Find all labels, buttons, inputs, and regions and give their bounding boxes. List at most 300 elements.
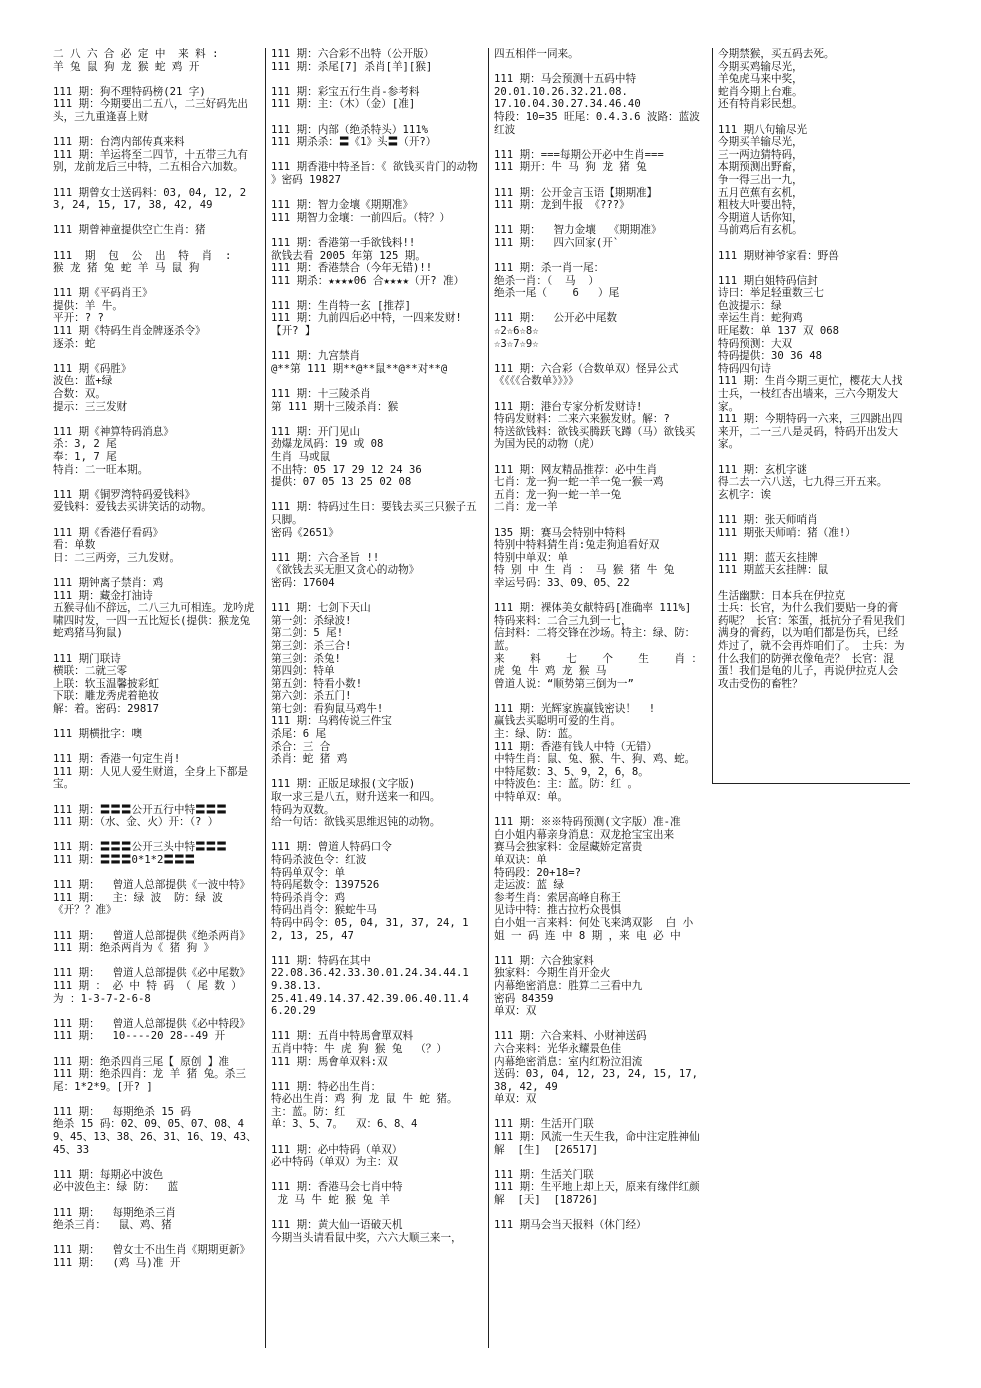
text-line: 虎 兔 牛 鸡 龙 猴 马: [494, 665, 607, 678]
text-line: 111 期：九前四后必中特，一四来发财!【开? 】: [271, 312, 462, 338]
text-line: 特段：10=35 旺尾：0.4.3.6 波路：蓝波红波: [494, 110, 700, 136]
text-line: 111 期：网友精品推荐：必中生肖: [494, 463, 658, 476]
text-line: 111 期：香港马会七肖中特: [271, 1181, 403, 1194]
text-line: 111 期杀：★★★★06 合★★★★（开? 准）: [271, 274, 465, 287]
text-line: 111 期： 每期绝杀 15 码: [53, 1105, 191, 1118]
text-line: 111 期：香港有钱人中特（无错）: [494, 740, 658, 753]
text-block: [494, 703, 705, 804]
text-block: [53, 1056, 257, 1094]
text-block: [271, 48, 480, 73]
text-line: 111 期杀杀：〓《1》头〓（开?）: [271, 136, 437, 149]
text-line: 《《《《合数单》》》》: [494, 375, 579, 388]
text-line: 绝杀三肖： 鼠、鸡、猪: [53, 1219, 172, 1232]
text-line: 111 期：彩宝五行生肖-参考料: [271, 85, 420, 98]
text-line: 111 期：六合彩（合数单双）怪异公式: [494, 362, 679, 375]
text-line: 曾道人说：“顺势第三倒为一”: [494, 677, 634, 690]
text-line: 特 别 中 生 肖 ： 马 猴 猪 牛 兔: [494, 564, 675, 577]
text-line: 幸运号码：33、09、05、22: [494, 576, 630, 589]
text-line: 111 期：馬會单双料:双: [271, 1055, 388, 1068]
text-line: 111 期 ： 必 中 特 码 （ 尾 数 ） 为 ：1-3-7-2-6-8: [53, 979, 249, 1005]
text-line: 111 期： 10----20 28--49 开: [53, 1030, 226, 1043]
text-line: 奉：1, 7 尾: [53, 451, 117, 463]
text-block: [53, 527, 257, 565]
text-line: 111 期： 曾道人总部提供《必中尾数》: [53, 967, 251, 980]
text-line: 特码出肖令：猴蛇牛马: [271, 904, 377, 917]
text-line: 特必出生肖：鸡 狗 龙 鼠 牛 蛇 猪。: [271, 1093, 458, 1106]
text-line: 五月芭蕉有玄机，: [718, 186, 803, 199]
text-block: [494, 48, 705, 61]
text-line: 特码来料：二合三九到一七，: [494, 614, 632, 627]
text-line: 111 期开：牛 马 狗 龙 猪 兔: [494, 161, 647, 174]
text-line: 白小姐一言来料：何处飞来鸿双影 白 小 姐 一 码 连 中 8 期 ，来 电 必 中: [494, 916, 700, 942]
text-line: 111 期：蓝天玄挂牌: [718, 551, 818, 564]
text-line: 绝杀 15 码：02、09、05、07、08、49、45、13、38、26、31、16、19、43、45、33: [53, 1118, 257, 1156]
text-block: [494, 602, 705, 690]
text-line: 111 期：七剑下天山: [271, 602, 371, 615]
text-line: 争一得三出一九，: [718, 173, 803, 186]
text-line: 六合来料：光华永耀景色佳: [494, 1042, 622, 1055]
text-block: [271, 552, 480, 590]
text-line: 111 期：港台专家分析发财诗!: [494, 400, 643, 413]
text-line: 111 期：九宫禁肖: [271, 350, 361, 363]
text-line: 平开：? ?: [53, 312, 104, 325]
text-block: [494, 149, 705, 174]
text-line: 特码中码令：05, 04, 31, 37, 24, 12, 13, 25, 47: [271, 916, 469, 942]
text-line: 111 期：十三陵杀肖: [271, 388, 371, 401]
text-block: [271, 426, 480, 489]
text-line: 111 期《码胜》: [53, 362, 132, 375]
text-line: 135 期：赛马会特别中特料: [494, 526, 626, 539]
text-block: [271, 124, 480, 149]
text-line: 111 期：生肖特一玄 [推荐]: [271, 299, 411, 312]
text-line: 111 期：杀尾[7] 杀肖[羊][猴]: [271, 60, 433, 73]
text-line: 111 期智力金壤：一前四后。（特？）: [271, 211, 451, 224]
text-line: 密码：17604: [271, 576, 335, 589]
text-block: [53, 728, 257, 741]
text-line: 二肖：龙一羊: [494, 501, 558, 514]
text-line: 111 期： 主：绿 波 防：绿 波《开？？准》: [53, 891, 223, 917]
text-column-1: [48, 48, 262, 1348]
text-line: 111 期：生活开门联: [494, 1118, 594, 1131]
text-block: [718, 514, 905, 539]
text-line: 111 期：绝杀四肖三尾【 原创 】准: [53, 1055, 229, 1068]
text-line: 今期买羊输尽光，: [718, 136, 803, 149]
text-line: 111 期： 智力金壤 《期期准》: [494, 224, 662, 237]
text-line: 解 [天] [18726]: [494, 1194, 599, 1207]
text-line: 中特单双：单。: [494, 791, 569, 804]
text-line: 111 期：内部（绝杀特头）111%: [271, 123, 428, 136]
text-line: 三一两边猜特码，: [718, 148, 803, 161]
text-line: 送码：03, 04, 12, 23, 24, 15, 17, 38, 42, 49: [494, 1068, 705, 1093]
text-line: 111 期：必中特码（单双）: [271, 1143, 403, 1156]
text-line: 111 期： 每期绝杀三肖: [53, 1206, 177, 1219]
text-block: [271, 1144, 480, 1169]
text-line: 111 期门联诗: [53, 652, 121, 665]
text-line: 白小姐内幕亲身消息：双龙抢宝宝出来: [494, 828, 675, 841]
text-line: 色波提示：绿: [718, 299, 782, 312]
text-line: 解 [生] [26517]: [494, 1143, 599, 1156]
text-line: 生肖 马或鼠: [271, 451, 331, 463]
text-block: [494, 1169, 705, 1207]
text-line: 111 期《香港仔看码》: [53, 526, 164, 539]
text-line: 111 期：曾道人特码口令: [271, 841, 392, 854]
text-line: ☆3☆7☆9☆: [494, 337, 539, 350]
text-line: 特码发财料：二来六来猴发财。解：?: [494, 413, 670, 426]
text-line: 111 期：今期要出二五八，二三好码先出头，三九重逢喜上财: [53, 98, 249, 123]
text-line: 赢钱去买聪明可爱的生肖。: [494, 715, 622, 728]
text-block: [53, 1169, 257, 1194]
text-line: 111 期：生活关门联: [494, 1168, 594, 1181]
text-line: 111 期：〓〓〓0*1*2〓〓〓: [53, 854, 196, 866]
text-block: [53, 250, 257, 275]
text-line: 提示：三三发财: [53, 400, 128, 413]
text-block: [494, 955, 705, 1018]
text-block: [718, 464, 905, 502]
text-line: 111 期香港中特圣旨：《 欲钱买肯门的动物 》密码 19827: [271, 161, 485, 186]
text-line: 密码 84359: [494, 992, 554, 1005]
text-line: 七肖：龙一狗一蛇一羊一兔一猴一鸡: [494, 476, 664, 489]
text-line: 111 期：正版足球报(文字版): [271, 778, 416, 791]
text-line: 17.10.04.30.27.34.46.40: [494, 98, 641, 111]
text-line: 111 期： 曾道人总部提供《绝杀两肖》: [53, 929, 251, 942]
text-line: 111 期： 曾道人总部提供《一波中特》: [53, 879, 251, 892]
text-line: 111 期财神爷家看：野兽: [718, 249, 839, 262]
text-block: [271, 1081, 480, 1131]
text-line: 111 期：裸体美女献特码[准确率 111%]: [494, 602, 692, 615]
text-block: [53, 1018, 257, 1043]
text-line: 士兵：长官，为什么我们要贴一身的膏药呢？ 长官：笨蛋，抵抗分子看见我们满身的膏药，以为咱们都是伤兵，已经炸过了，就不会再炸咱们了。 士兵：为什么我们的防弹衣像龟壳？ 长官：混蛋！我们是龟的儿子，再说伊拉克人会攻击受伤的畜牲？: [718, 602, 905, 690]
text-line: 111 期：公开金言玉语【期期准】: [494, 186, 658, 199]
text-line: 生活幽默：日本兵在伊拉克: [718, 589, 846, 602]
text-block: [53, 879, 257, 917]
text-line: 取一求三是八五，财升送来一和四。: [271, 791, 441, 804]
text-block: [53, 753, 257, 791]
text-line: 111 期《铜罗湾特码爱钱料》: [53, 488, 196, 501]
text-line: 111 期：羊运将至二四节，十五带三九有别，龙前龙后三中特，二五相合六加数。: [53, 148, 249, 174]
text-line: 解：着。密码：29817: [53, 702, 160, 715]
text-line: ☆2☆6☆8☆: [494, 325, 539, 338]
text-column-2: [265, 48, 485, 1348]
text-line: 111 期钟离子禁肖：鸡: [53, 576, 164, 589]
text-line: 单双诀：单: [494, 854, 547, 866]
text-block: [271, 300, 480, 338]
text-line: 111 期：智力金壤《期期准》: [271, 199, 414, 212]
text-line: 信封料：二将交锋在沙场。特主：绿、防：蓝。: [494, 627, 696, 652]
text-line: 特码为双数。: [271, 803, 335, 816]
text-block: [53, 86, 257, 124]
text-block: [494, 1030, 705, 1106]
text-line: 111 期蓝天玄挂牌：鼠: [718, 564, 829, 577]
text-block: [718, 124, 905, 237]
text-line: 第七剑：看狗鼠马鸡牛!: [271, 702, 384, 715]
text-line: 111 期：乌鸦传说三件宝: [271, 715, 392, 728]
text-line: 第一剑：杀绿波!: [271, 614, 352, 627]
text-line: 111 期：五肖中特馬會單双料: [271, 1030, 414, 1043]
text-block: [494, 363, 705, 388]
text-line: 杀合：三 合: [271, 740, 331, 753]
text-line: 111 期：绝杀四肖：龙 羊 猪 兔。杀三尾：1*2*9。[开? ]: [53, 1068, 246, 1093]
text-line: 合数：双。: [53, 388, 106, 401]
text-line: 给一句话：欲钱买思维迟钝的动物。: [271, 816, 441, 829]
text-line: 《欲钱去买无胆又贪心的动物》: [271, 564, 420, 577]
text-block: [271, 237, 480, 287]
text-line: 特送欲钱料：欲钱买腾跃飞蹲（马）欲钱买为国为民的动物（虎）: [494, 425, 696, 451]
text-line: 111 期：藏金打油诗: [53, 589, 153, 602]
text-line: 赛马会独家料：金屋藏娇定富贵: [494, 841, 643, 854]
text-line: 111 期曾神童提供空亡生肖：猪: [53, 224, 206, 237]
text-line: 111 期：特码过生日：要钱去买三只猴子五只脚。: [271, 501, 477, 526]
text-line: 波色：蓝+绿: [53, 375, 113, 388]
text-line: 诗曰：举足轻重数三七: [718, 287, 824, 300]
text-line: 111 期：张天师哨肖: [718, 513, 818, 526]
text-line: 111 期：生肖今期三更忙，樱花大人找士兵，一枝红杏出墙来，三六今期发大家。: [718, 375, 903, 413]
text-line: 羊兔虎马来中奖，: [718, 73, 803, 86]
text-line: 111 期：香港第一手欲钱料!!: [271, 236, 416, 249]
text-line: 111 期：光辉家族赢钱密诀！ !: [494, 702, 656, 715]
text-block: [271, 778, 480, 828]
text-line: 111 期马会当天报料（休门经）: [494, 1219, 647, 1232]
text-line: 欲钱去看 2005 年第 125 期。: [271, 249, 426, 262]
text-line: 22.08.36.42.33.30.01.24.34.44.19.38.13.: [271, 967, 469, 992]
text-block: [494, 262, 705, 300]
text-block: [271, 501, 480, 539]
text-line: 第 111 期十三陵杀肖：猴: [271, 400, 399, 413]
text-block: [494, 816, 705, 942]
text-line: 特码预测：大双: [718, 337, 793, 350]
text-line: 111 期《特码生肖金牌逐杀令》: [53, 325, 206, 338]
text-block: [494, 1219, 705, 1232]
text-line: 五猴寻仙不辞远，二八三九可相连。龙吟虎啸四时发，一四一五比短长(提供：猴龙兔蛇鸡猪马狗鼠): [53, 602, 255, 640]
text-block: [53, 426, 257, 476]
text-line: 111 期：风流一生天生我，命中注定胜神仙: [494, 1131, 700, 1144]
text-block: [53, 1106, 257, 1156]
text-line: 杀尾：6 尾: [271, 728, 327, 741]
text-line: 111 期：每期必中波色: [53, 1168, 164, 1181]
text-block: [271, 602, 480, 766]
text-line: 独家料：今期生肖开金火: [494, 967, 611, 980]
text-line: 111 期：〓〓〓公开三头中特〓〓〓: [53, 841, 227, 854]
text-line: 特码杀波色令：红波: [271, 854, 367, 866]
text-line: 111 期《神算特码消息》: [53, 425, 174, 438]
text-line: 中特波色：主：蓝。防：红 。: [494, 778, 639, 791]
text-block: [53, 48, 257, 73]
text-line: 四五相伴一同来。: [494, 48, 579, 60]
text-line: 幸运生肖：蛇狗鸡: [718, 312, 803, 325]
text-line: 特码提供：30 36 48: [718, 350, 822, 363]
text-line: 杀肖：蛇 猪 鸡: [271, 753, 348, 766]
text-line: 20.01.10.26.32.21.08.: [494, 85, 628, 98]
text-line: 111 期：黄大仙一语破天机: [271, 1219, 403, 1232]
text-line: 111 期：人见人爱生财道，全身上下都是宝。: [53, 765, 249, 791]
text-line: 111 期：香港一句定生肖!: [53, 753, 181, 766]
text-line: 第二剑：5 尾!: [271, 627, 344, 640]
text-block: [271, 86, 480, 111]
text-line: 本期预测出野畜，: [718, 161, 803, 174]
text-line: 二 八 六 合 必 定 中 来 料 :: [53, 48, 219, 60]
text-block: [494, 224, 705, 249]
text-line: 111 期：六合圣旨 !!: [271, 551, 380, 564]
text-line: 111 期：开门见山: [271, 425, 361, 438]
text-line: 下联：雕龙秀虎着艳妆: [53, 690, 159, 703]
text-line: 玄机字：诶: [718, 488, 771, 501]
text-line: 参考生肖：索居高峰自称王: [494, 891, 622, 904]
text-line: 横联：二就三零: [53, 665, 128, 678]
text-line: 特码段：20+18=?: [494, 866, 582, 879]
text-line: 111 期：马会预测十五码中特: [494, 73, 637, 86]
text-line: 111 期曾女士送码料：03, 04, 12, 23, 24, 15, 17, 38, 42, 49: [53, 186, 247, 212]
text-line: 111 期：台湾内部传真来料: [53, 136, 185, 149]
text-block: [271, 841, 480, 942]
text-line: 走运波：蓝 绿: [494, 879, 564, 892]
text-line: 见诗中特：推古拉朽众畏惧: [494, 904, 622, 917]
text-line: 25.41.49.14.37.42.39.06.40.11.46.20.29: [271, 992, 469, 1018]
text-line: 111 期：今期特码一六来，三四跳出四来开，二一三八是灵码，特码开出发大家。: [718, 413, 903, 451]
text-block: [53, 224, 257, 237]
text-line: 111 期：六合彩不出特（公开版）: [271, 48, 435, 60]
text-block: [53, 187, 257, 212]
text-block: [53, 804, 257, 829]
text-line: 111 期《平码肖王》: [53, 287, 153, 300]
text-block: [718, 552, 905, 577]
text-block: [271, 1181, 480, 1206]
text-line: 111 期： 曾女士不出生肖《期期更新》: [53, 1244, 251, 1257]
text-block: [53, 841, 257, 866]
text-block: [53, 1244, 257, 1269]
text-line: 特码杀肖令：鸡: [271, 891, 346, 904]
text-line: 绝杀一肖：（ 马 ）: [494, 274, 599, 287]
text-block: [494, 464, 705, 514]
text-line: 中特生肖：鼠、兔、猴、牛、狗、鸡、蛇。: [494, 753, 696, 766]
text-block: [53, 653, 257, 716]
text-block: [271, 350, 480, 375]
text-line: 111 期： 曾道人总部提供《必中特段》: [53, 1017, 251, 1030]
text-line: 龙 马 牛 蛇 猴 兔 羊: [271, 1194, 390, 1207]
text-block: [718, 48, 905, 111]
text-line: 特码尾数令：1397526: [271, 879, 380, 892]
text-column-4: [712, 48, 910, 784]
text-line: 单双：双: [494, 1005, 537, 1018]
text-block: [53, 136, 257, 174]
text-line: 111 期 包 公 出 特 肖 :: [53, 249, 232, 262]
text-line: 日：二三两旁，三九发财。: [53, 551, 181, 564]
text-line: 111 期：绝杀两肖为《 猪 狗 》: [53, 942, 215, 955]
text-line: 今期当头请看鼠中奖，六六大顺三来一，: [271, 1231, 462, 1244]
text-line: 提供：07 05 13 25 02 08: [271, 476, 412, 489]
text-line: 旺尾数：单 137 双 068: [718, 325, 839, 338]
text-line: 单：3、5、7。 双：6、8、4: [271, 1118, 418, 1131]
text-block: [53, 930, 257, 955]
text-line: 五肖中特：牛 虎 狗 猴 兔 （？）: [271, 1042, 447, 1055]
text-line: 内幕绝密消息：胜算二三看中九: [494, 979, 643, 992]
text-line: 111 期：六合来料、小财神送码: [494, 1030, 647, 1043]
text-block: [271, 161, 485, 186]
text-line: 111 期：玄机字谜: [718, 463, 808, 476]
text-line: 上联：软玉温馨披彩虹: [53, 677, 159, 690]
text-line: 111 期：特必出生肖：: [271, 1080, 382, 1093]
text-line: 主：绿、防：蓝。: [494, 728, 579, 741]
text-line: 第三剑：杀三合!: [271, 639, 352, 652]
text-column-3: [488, 48, 710, 1348]
text-line: 提供：羊 牛。: [53, 299, 123, 312]
text-line: 爱钱料：爱钱去买讲笑话的动物。: [53, 501, 212, 514]
text-line: 特别中特料猜生肖:兔走狗追看好双: [494, 539, 660, 552]
text-block: [494, 527, 705, 590]
text-line: 特别中单双：单: [494, 551, 569, 564]
text-line: 今期禁猴，买五码去死。: [718, 48, 835, 60]
text-line: 必中波色主：绿 防： 蓝: [53, 1181, 179, 1194]
text-line: 111 期：特码在其中: [271, 954, 371, 967]
text-line: 单双：双: [494, 1093, 537, 1106]
text-block: [271, 955, 480, 1018]
text-line: 第三剑：杀兔!: [271, 652, 341, 665]
text-line: 111 期张天师哨：猪（准!）: [718, 526, 856, 539]
text-block: [53, 577, 257, 640]
text-line: 蛇肖今期上台难。: [718, 85, 803, 98]
text-line: 绝杀一尾（ 6 ）尾: [494, 287, 620, 300]
text-block: [718, 590, 905, 691]
text-line: 马前鸡后有玄机。: [718, 224, 803, 237]
text-block: [718, 250, 905, 263]
text-block: [271, 1030, 480, 1068]
text-line: 还有特肖彩民想。: [718, 98, 803, 111]
text-line: 得二去一六八送，七九得三开五来。: [718, 476, 888, 489]
text-block: [271, 388, 480, 413]
text-line: 内幕绝密消息：室内红粉泣泪流: [494, 1055, 643, 1068]
text-line: 111 期：香港禁合（今年无错)!!: [271, 262, 433, 275]
text-block: [53, 363, 257, 413]
text-line: 第六剑：杀五门!: [271, 690, 352, 703]
text-line: 特肖：二一旺本期。: [53, 463, 149, 476]
text-line: 111 期：===每期公开必中生肖===: [494, 148, 664, 161]
text-block: [494, 401, 705, 451]
text-block: [494, 187, 705, 212]
text-line: 必中特码（单双）为主：双: [271, 1156, 399, 1169]
text-block: [271, 1219, 480, 1244]
text-block: [53, 489, 257, 514]
text-line: 密码《2651》: [271, 526, 339, 539]
text-block: [494, 312, 705, 350]
text-line: 来 料 七 个 生 肖 ：: [494, 652, 703, 665]
text-line: 111 期横批字：噢: [53, 728, 143, 741]
text-line: 粗枝大叶要出特，: [718, 199, 803, 212]
text-block: [494, 73, 705, 136]
text-line: 五肖：龙一狗一蛇一羊一兔: [494, 488, 622, 501]
text-line: 今期买鸡输尽光，: [718, 60, 803, 73]
text-line: 劲爆龙凤码：19 或 08: [271, 438, 384, 451]
text-line: 111 期白姐特码信封: [718, 274, 818, 287]
text-line: 特码四句诗: [718, 362, 771, 375]
text-line: 第五剑：特看小数!: [271, 677, 363, 690]
text-block: [53, 1207, 257, 1232]
text-line: 看：单数: [53, 539, 96, 552]
text-block: [271, 199, 480, 224]
text-line: 中特尾数：3、5、9，2，6，8。: [494, 765, 649, 778]
text-line: 111 期： (鸡 马)准 开: [53, 1257, 181, 1269]
text-line: 111 期：龙到牛报 《???》: [494, 199, 630, 212]
text-line: 杀：3, 2 尾: [53, 438, 117, 451]
text-line: 今期道人话你知，: [718, 211, 803, 224]
text-line: 111 期：（水、金、火）开：（? ）: [53, 816, 219, 829]
text-block: [53, 287, 257, 350]
text-line: 111 期八句输尽光: [718, 123, 808, 136]
text-line: 111 期：〓〓〓公开五行中特〓〓〓: [53, 803, 227, 816]
text-line: 羊 兔 鼠 狗 龙 猴 蛇 鸡 开: [53, 60, 200, 73]
text-line: 111 期：六合独家料: [494, 954, 594, 967]
text-line: 111 期：杀一肖一尾：: [494, 262, 605, 275]
text-line: 111 期：生平地上却上天，原来有缘伴红颜: [494, 1181, 700, 1194]
text-line: @**第 111 期**@**鼠**@**对**@: [271, 362, 448, 375]
text-block: [53, 967, 257, 1005]
